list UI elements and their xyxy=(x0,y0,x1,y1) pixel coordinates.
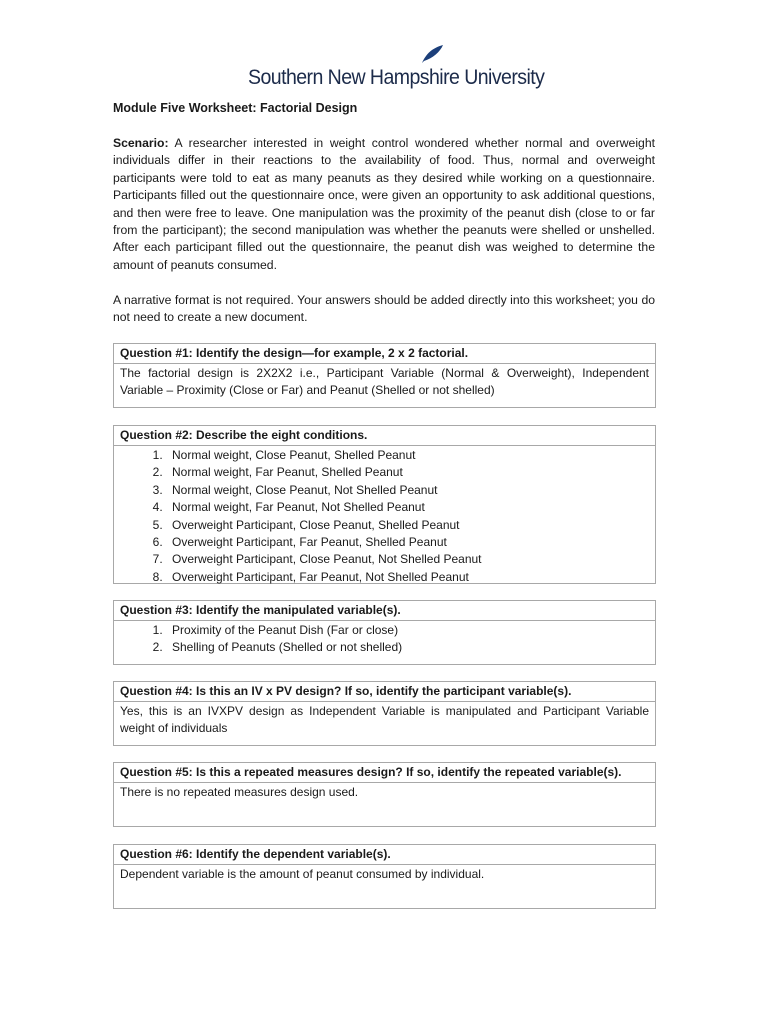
scenario-label: Scenario: xyxy=(113,136,169,150)
question-5-answer-field[interactable] xyxy=(114,783,655,805)
question-2-heading: Question #2: Describe the eight conditions. xyxy=(114,426,655,446)
question-2-box xyxy=(113,425,656,584)
quill-leaf-icon xyxy=(420,44,444,64)
logo-wordmark: Southern New Hampshire University xyxy=(248,66,545,89)
question-4-answer-field[interactable] xyxy=(114,702,655,742)
scenario-text: A researcher interested in weight control wondered whether normal and overweight individuals differ in their reactions to the availability of food. Thus, normal and overweight participants were told to eat as many peanuts as they desired while working on a questionnaire. Participants filled out the questionnaire once, were given an opportunity to ask additional questions, and then were free to leave. One manipulation was the proximity of the peanut dish (close to or far from the participant); the second manipulation was whether the peanuts were shelled or unshelled. After each participant filled out the questionnaire, the peanut dish was weighed to determine the amount of peanuts consumed. xyxy=(113,136,655,272)
question-5-box xyxy=(113,762,656,827)
question-6-answer: Dependent variable is the amount of peanut consumed by individual. xyxy=(120,867,485,881)
question-4-answer: Yes, this is an IVXPV design as Independent Variable is manipulated and Participant Variable weight of individuals xyxy=(120,704,649,736)
list-item: 2. Shelling of Peanuts (Shelled or not shelled) xyxy=(166,639,649,656)
conditions-list xyxy=(120,447,649,586)
list-item: 2. Normal weight, Far Peanut, Shelled Peanut xyxy=(166,464,649,481)
list-item: 7. Overweight Participant, Close Peanut, Not Shelled Peanut xyxy=(166,551,649,568)
question-5-answer: There is no repeated measures design used. xyxy=(120,785,359,799)
question-6-box xyxy=(113,844,656,909)
question-2-answer-field[interactable] xyxy=(114,446,655,590)
question-1-answer: The factorial design is 2X2X2 i.e., Participant Variable (Normal & Overweight), Independent Variable – Proximity (Close or Far) and Peanut (Shelled or not shelled) xyxy=(120,366,649,398)
question-3-box xyxy=(113,600,656,665)
question-5-heading: Question #5: Is this a repeated measures design? If so, identify the repeated variable(s). xyxy=(114,763,655,783)
question-1-box xyxy=(113,343,656,408)
question-3-answer-field[interactable] xyxy=(114,621,655,661)
document-title: Module Five Worksheet: Factorial Design xyxy=(113,101,358,115)
scenario-paragraph xyxy=(113,135,655,274)
university-logo xyxy=(248,48,545,92)
list-item: 4. Normal weight, Far Peanut, Not Shelled Peanut xyxy=(166,499,649,516)
list-item: 1. Normal weight, Close Peanut, Shelled Peanut xyxy=(166,447,649,464)
question-6-heading: Question #6: Identify the dependent variable(s). xyxy=(114,845,655,865)
question-4-box xyxy=(113,681,656,746)
list-item: 1. Proximity of the Peanut Dish (Far or close) xyxy=(166,622,649,639)
list-item: 6. Overweight Participant, Far Peanut, Shelled Peanut xyxy=(166,534,649,551)
question-3-heading: Question #3: Identify the manipulated variable(s). xyxy=(114,601,655,621)
list-item: 8. Overweight Participant, Far Peanut, Not Shelled Peanut xyxy=(166,569,649,586)
instructions-note: A narrative format is not required. Your answers should be added directly into this worksheet; you do not need to create a new document. xyxy=(113,293,655,325)
question-4-heading: Question #4: Is this an IV x PV design? If so, identify the participant variable(s). xyxy=(114,682,655,702)
question-1-answer-field[interactable] xyxy=(114,364,655,404)
list-item: 3. Normal weight, Close Peanut, Not Shelled Peanut xyxy=(166,482,649,499)
list-item: 5. Overweight Participant, Close Peanut, Shelled Peanut xyxy=(166,517,649,534)
manipulated-variables-list xyxy=(120,622,649,657)
question-6-answer-field[interactable] xyxy=(114,865,655,887)
question-1-heading: Question #1: Identify the design—for example, 2 x 2 factorial. xyxy=(114,344,655,364)
